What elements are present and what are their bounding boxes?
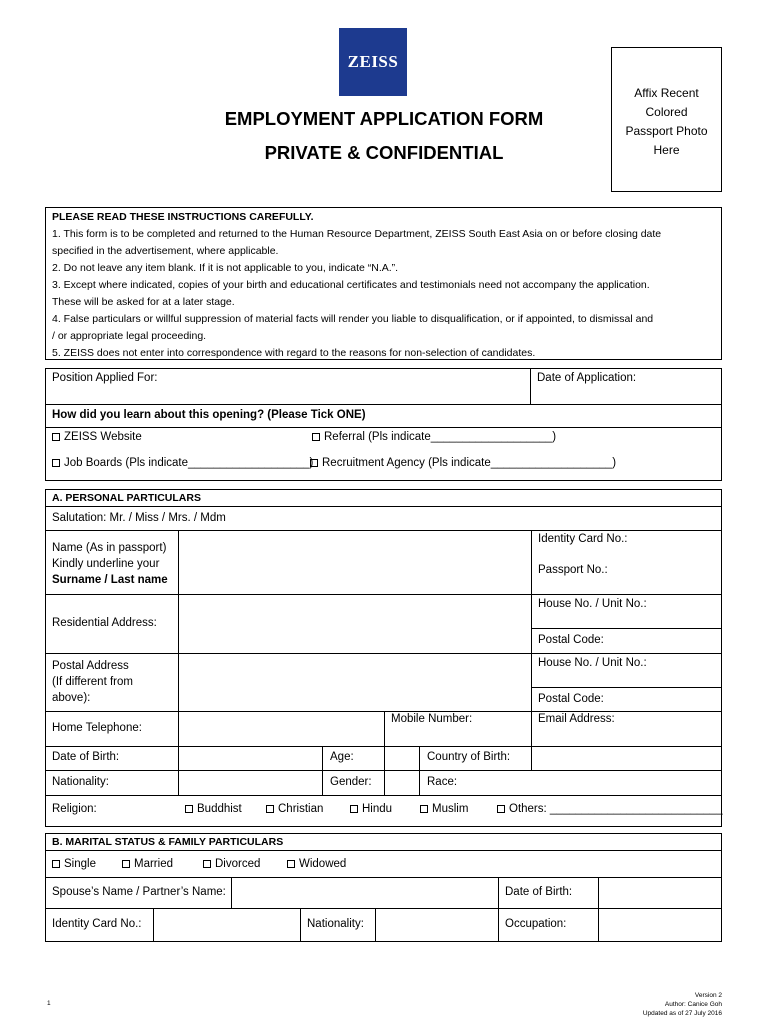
house-no-label: House No. / Unit No.:	[538, 657, 647, 669]
how-learned-label: How did you learn about this opening? (Please Tick ONE)	[52, 409, 366, 421]
document-version-info: Version 2 Author: Canice Goh Updated as of 27 July 2016	[642, 992, 722, 1017]
name-label: Name (As in passport) Kindly underline your Surname / Last name	[52, 542, 168, 586]
personal-particulars-section	[45, 489, 722, 827]
marital-heading: B. MARITAL STATUS & FAMILY PARTICULARS	[52, 836, 284, 848]
instruction-line: 1. This form is to be completed and returned to the Human Resource Department, ZEISS South East Asia on or before closing date	[52, 228, 662, 240]
instruction-line: / or appropriate legal proceeding.	[52, 330, 207, 342]
option-referral[interactable]: Referral (Pls indicate___________________)	[312, 431, 556, 443]
spouse-identity-card-label: Identity Card No.:	[52, 918, 142, 930]
photo-text-line: Passport Photo	[625, 124, 708, 138]
nationality-label: Nationality:	[52, 776, 109, 788]
salutation-label: Salutation: Mr. / Miss / Mrs. / Mdm	[52, 512, 226, 524]
photo-text-line: Here	[653, 143, 680, 157]
mobile-number-label: Mobile Number:	[391, 713, 473, 725]
date-of-application-label: Date of Application:	[537, 372, 637, 384]
page-number: 1	[47, 1000, 51, 1007]
zeiss-logo	[339, 28, 407, 96]
postal-code-label: Postal Code:	[538, 634, 604, 646]
form-subtitle: PRIVATE & CONFIDENTIAL	[264, 142, 504, 163]
instruction-line: These will be asked for at a later stage.	[52, 296, 235, 308]
marital-married[interactable]: Married	[122, 858, 173, 870]
form-title: EMPLOYMENT APPLICATION FORM	[224, 108, 544, 129]
checkbox-icon[interactable]	[185, 805, 193, 813]
marital-divorced[interactable]: Divorced	[203, 858, 260, 870]
country-of-birth-label: Country of Birth:	[427, 751, 511, 763]
checkbox-icon[interactable]	[287, 860, 295, 868]
marital-status-section	[45, 833, 722, 942]
checkbox-icon[interactable]	[122, 860, 130, 868]
house-no-label: House No. / Unit No.:	[538, 598, 647, 610]
religion-label: Religion:	[52, 803, 97, 815]
religion-hindu[interactable]: Hindu	[350, 803, 392, 815]
personal-heading: A. PERSONAL PARTICULARS	[52, 492, 201, 504]
spouse-dob-label: Date of Birth:	[505, 886, 573, 898]
option-job-boards[interactable]: Job Boards (Pls indicate___________________)	[52, 457, 313, 469]
dob-label: Date of Birth:	[52, 751, 120, 763]
email-address-label: Email Address:	[538, 713, 615, 725]
passport-photo-box	[611, 47, 722, 192]
spouse-occupation-label: Occupation:	[505, 918, 567, 930]
checkbox-icon[interactable]	[497, 805, 505, 813]
position-section	[45, 368, 722, 481]
spouse-nationality-label: Nationality:	[307, 918, 364, 930]
checkbox-icon[interactable]	[52, 860, 60, 868]
religion-others[interactable]: Others: ___________________________	[497, 803, 723, 815]
instruction-line: specified in the advertisement, where applicable.	[52, 245, 279, 257]
age-label: Age:	[330, 751, 354, 763]
instruction-line: 3. Except where indicated, copies of your birth and educational certificates and testimonials need not accompany the application.	[52, 279, 650, 291]
religion-muslim[interactable]: Muslim	[420, 803, 468, 815]
marital-widowed[interactable]: Widowed	[287, 858, 346, 870]
option-recruitment-agency[interactable]: Recruitment Agency (Pls indicate___________________)	[310, 457, 616, 469]
checkbox-icon[interactable]	[52, 433, 60, 441]
logo-text: ZEISS	[347, 52, 399, 71]
checkbox-icon[interactable]	[310, 459, 318, 467]
instruction-line: 2. Do not leave any item blank. If it is not applicable to you, indicate “N.A.”.	[52, 262, 399, 274]
instructions-box	[45, 207, 722, 360]
religion-buddhist[interactable]: Buddhist	[185, 803, 242, 815]
religion-christian[interactable]: Christian	[266, 803, 323, 815]
marital-single[interactable]: Single	[52, 858, 96, 870]
instruction-line: 5. ZEISS does not enter into correspondence with regard to the reasons for non-selection of candidates.	[52, 347, 536, 359]
race-label: Race:	[427, 776, 458, 788]
checkbox-icon[interactable]	[203, 860, 211, 868]
gender-label: Gender:	[330, 776, 372, 788]
checkbox-icon[interactable]	[266, 805, 274, 813]
instruction-line: 4. False particulars or willful suppression of material facts will render you liable to disqualification, or if appointed, to dismissal and	[52, 313, 654, 325]
instructions-heading: PLEASE READ THESE INSTRUCTIONS CAREFULLY.	[52, 211, 314, 223]
passport-label: Passport No.:	[538, 564, 608, 576]
position-applied-label: Position Applied For:	[52, 372, 158, 384]
checkbox-icon[interactable]	[312, 433, 320, 441]
spouse-name-label: Spouse’s Name / Partner’s Name:	[52, 886, 226, 898]
residential-address-label: Residential Address:	[52, 617, 157, 629]
home-telephone-label: Home Telephone:	[52, 722, 142, 734]
checkbox-icon[interactable]	[52, 459, 60, 467]
option-zeiss-website[interactable]: ZEISS Website	[52, 431, 142, 443]
identity-card-label: Identity Card No.:	[538, 533, 628, 545]
postal-address-label: Postal Address (If different from above):	[52, 660, 133, 704]
postal-code-label: Postal Code:	[538, 693, 604, 705]
checkbox-icon[interactable]	[420, 805, 428, 813]
checkbox-icon[interactable]	[350, 805, 358, 813]
photo-text-line: Colored	[645, 105, 688, 119]
photo-text-line: Affix Recent	[634, 86, 699, 100]
